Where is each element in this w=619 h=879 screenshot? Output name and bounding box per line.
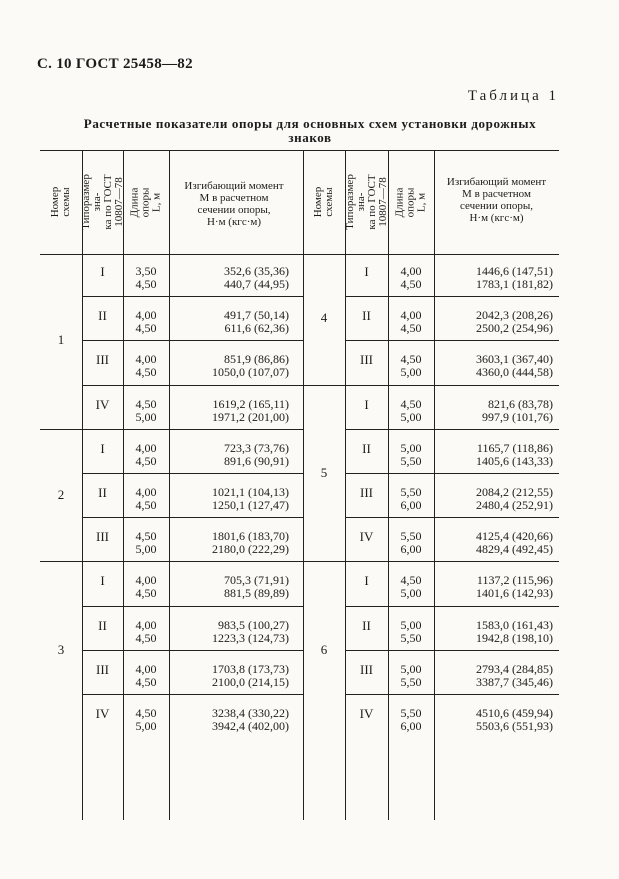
header-length-right: Длина опоры L, м: [393, 187, 428, 217]
size-cell: I: [100, 440, 105, 456]
size-cell: II: [362, 308, 371, 324]
length-cell: 5,00 5,50: [400, 617, 422, 645]
moment-cell: 3238,4 (330,22) 3942,4 (402,00): [212, 706, 289, 733]
header-scheme-right: Номер схемы: [312, 186, 335, 218]
scheme-number: 4: [320, 310, 328, 326]
page-header: С. 10 ГОСТ 25458—82: [37, 56, 193, 72]
scheme-number: 1: [57, 332, 65, 348]
size-cell: IV: [95, 396, 110, 412]
length-cell: 4,00 4,50: [135, 661, 157, 689]
size-cell: III: [360, 352, 373, 368]
moment-cell: 1137,2 (115,96) 1401,6 (142,93): [476, 573, 553, 601]
moment-cell: 352,6 (35,36) 440,7 (44,95): [224, 264, 289, 291]
length-cell: 4,00 4,50: [135, 485, 157, 512]
size-cell: III: [360, 661, 373, 677]
size-cell: I: [100, 264, 105, 279]
scheme-number: 5: [320, 465, 328, 480]
size-cell: II: [362, 440, 371, 456]
moment-cell: 723,3 (73,76) 891,6 (90,91): [224, 440, 289, 468]
scheme-number: 3: [57, 641, 65, 657]
moment-cell: 1583,0 (161,43) 1942,8 (198,10): [476, 617, 553, 645]
moment-cell: 3603,1 (367,40) 4360,0 (444,58): [476, 352, 553, 380]
moment-cell: 1165,7 (118,86) 1405,6 (143,33): [476, 440, 553, 468]
length-cell: 4,50 5,00: [135, 396, 157, 424]
length-cell: 4,50 5,00: [400, 352, 422, 380]
size-cell: I: [364, 396, 369, 412]
size-cell: III: [96, 529, 109, 545]
table-caption: Расчетные показатели опоры для основных схем установки дорожных знаков: [83, 116, 537, 145]
size-cell: IV: [359, 706, 374, 721]
length-cell: 5,50 6,00: [400, 706, 422, 733]
size-cell: II: [98, 485, 107, 500]
header-size-right: Типоразмер зна- ка по ГОСТ 10807—78: [343, 174, 389, 230]
moment-cell: 705,3 (71,91) 881,5 (89,89): [224, 573, 289, 601]
length-cell: 5,00 5,50: [400, 661, 422, 689]
size-cell: II: [362, 617, 371, 633]
size-cell: III: [96, 661, 109, 677]
length-cell: 4,50 5,00: [400, 396, 422, 424]
moment-cell: 1446,6 (147,51) 1783,1 (181,82): [476, 264, 553, 291]
header-moment-left: Изгибающий момент M в расчетном сечении опоры, Н·м (кгс·м): [184, 180, 284, 228]
moment-cell: 1703,8 (173,73) 2100,0 (214,15): [212, 661, 289, 689]
moment-cell: 983,5 (100,27) 1223,3 (124,73): [212, 617, 289, 645]
length-cell: 5,50 6,00: [400, 529, 422, 557]
header-size-left: Типоразмер зна- ка по ГОСТ 10807—78: [79, 174, 125, 230]
moment-cell: 2084,2 (212,55) 2480,4 (252,91): [476, 485, 553, 512]
length-cell: 4,00 4,50: [400, 308, 422, 336]
header-scheme-left: Номер схемы: [49, 186, 72, 218]
length-cell: 4,00 4,50: [135, 573, 157, 601]
length-cell: 4,00 4,50: [135, 308, 157, 336]
moment-cell: 851,9 (86,86) 1050,0 (107,07): [212, 352, 289, 380]
size-cell: IV: [95, 706, 110, 721]
moment-cell: 2042,3 (208,26) 2500,2 (254,96): [476, 308, 553, 336]
moment-cell: 4125,4 (420,66) 4829,4 (492,45): [476, 529, 553, 557]
table-label: Таблица 1: [467, 88, 559, 104]
size-cell: II: [98, 308, 107, 324]
moment-cell: 4510,6 (459,94) 5503,6 (551,93): [476, 706, 553, 733]
moment-cell: 1619,2 (165,11) 1971,2 (201,00): [212, 396, 289, 424]
size-cell: I: [364, 573, 369, 589]
length-cell: 4,50 5,00: [135, 529, 157, 557]
length-cell: 4,50 5,00: [400, 573, 422, 601]
length-cell: 4,50 5,00: [135, 706, 157, 733]
moment-cell: 821,6 (83,78) 997,9 (101,76): [482, 396, 553, 424]
length-cell: 4,00 4,50: [400, 264, 422, 291]
size-cell: IV: [359, 529, 374, 545]
size-cell: I: [364, 264, 369, 279]
data-table: [40, 150, 559, 820]
moment-cell: 2793,4 (284,85) 3387,7 (345,46): [476, 661, 553, 689]
length-cell: 5,50 6,00: [400, 485, 422, 512]
moment-cell: 1801,6 (183,70) 2180,0 (222,29): [212, 529, 289, 557]
moment-cell: 491,7 (50,14) 611,6 (62,36): [224, 308, 289, 336]
length-cell: 4,00 4,50: [135, 352, 157, 380]
length-cell: 3,50 4,50: [135, 264, 157, 291]
length-cell: 4,00 4,50: [135, 617, 157, 645]
scheme-number: 2: [57, 487, 65, 503]
header-length-left: Длина опоры L, м: [128, 187, 163, 217]
header-moment-right: Изгибающий момент M в расчетном сечении опоры, Н·м (кгс·м): [446, 176, 547, 224]
size-cell: III: [360, 485, 373, 500]
size-cell: I: [100, 573, 105, 589]
moment-cell: 1021,1 (104,13) 1250,1 (127,47): [212, 485, 289, 512]
scheme-number: 6: [320, 641, 328, 657]
length-cell: 4,00 4,50: [135, 440, 157, 468]
size-cell: II: [98, 617, 107, 633]
length-cell: 5,00 5,50: [400, 440, 422, 468]
size-cell: III: [96, 352, 109, 368]
